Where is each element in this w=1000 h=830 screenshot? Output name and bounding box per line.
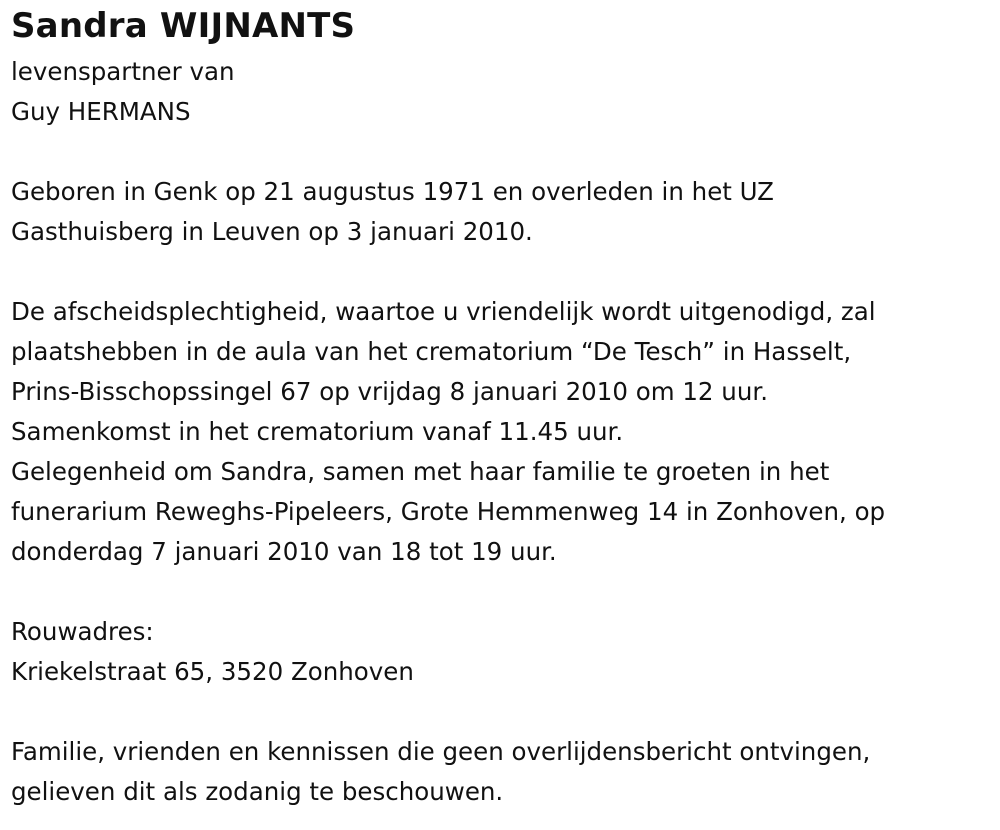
partner-intro: levenspartner van: [11, 57, 235, 86]
birth-death-paragraph: [11, 172, 996, 252]
spacer: [11, 252, 996, 292]
address-text: Kriekelstraat 65, 3520 Zonhoven: [11, 657, 414, 686]
deceased-name: Sandra WIJNANTS: [11, 6, 356, 46]
spacer: [11, 132, 996, 172]
address-label: Rouwadres:: [11, 617, 154, 646]
paragraph-line: Samenkomst in het crematorium vanaf 11.45 uur.: [11, 417, 624, 446]
death-notice: [11, 0, 996, 812]
closing-paragraph: [11, 732, 996, 812]
paragraph-line: Familie, vrienden en kennissen die geen overlijdensbericht ontvingen,: [11, 737, 871, 766]
paragraph-line: Gelegenheid om Sandra, samen met haar familie te groeten in het: [11, 457, 830, 486]
paragraph-line: funerarium Reweghs-Pipeleers, Grote Hemmenweg 14 in Zonhoven, op: [11, 497, 886, 526]
paragraph-line: Geboren in Genk op 21 augustus 1971 en overleden in het UZ: [11, 177, 774, 206]
paragraph-line: De afscheidsplechtigheid, waartoe u vriendelijk wordt uitgenodigd, zal: [11, 297, 876, 326]
paragraph-line: Gasthuisberg in Leuven op 3 januari 2010.: [11, 217, 533, 246]
paragraph-line: Prins-Bisschopssingel 67 op vrijdag 8 januari 2010 om 12 uur.: [11, 377, 768, 406]
paragraph-line: donderdag 7 januari 2010 van 18 tot 19 uur.: [11, 537, 557, 566]
partner-name: Guy HERMANS: [11, 97, 191, 126]
spacer: [11, 692, 996, 732]
paragraph-line: plaatshebben in de aula van het crematorium “De Tesch” in Hasselt,: [11, 337, 852, 366]
paragraph-line: gelieven dit als zodanig te beschouwen.: [11, 777, 504, 806]
address-block: [11, 612, 996, 692]
ceremony-paragraph: [11, 292, 996, 572]
spacer: [11, 572, 996, 612]
